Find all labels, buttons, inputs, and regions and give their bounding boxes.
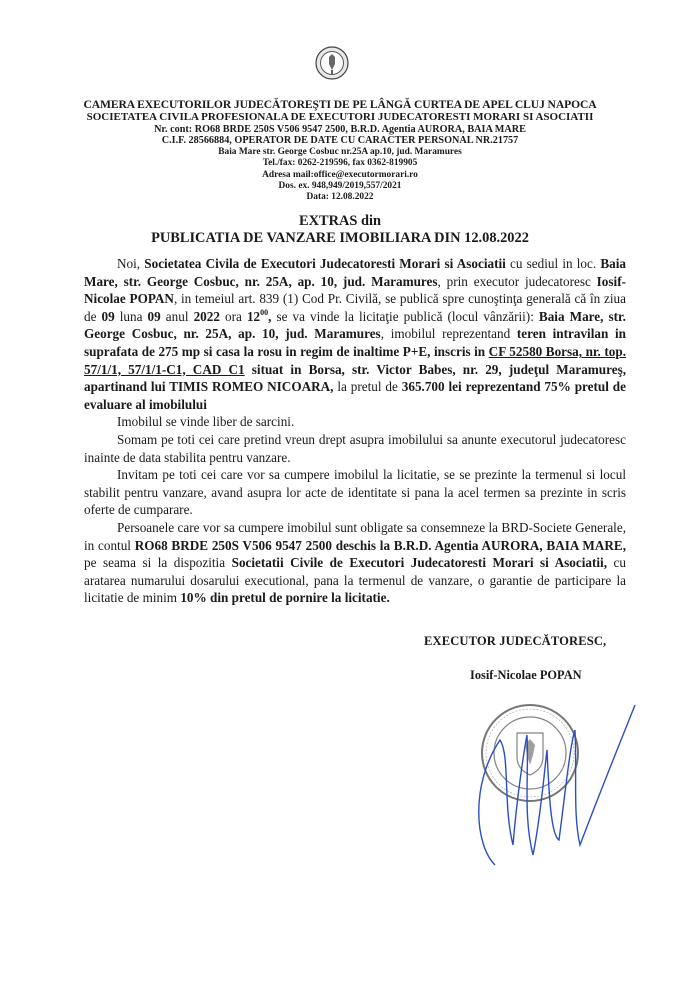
- letterhead: [60, 98, 620, 203]
- bank-account: Nr. cont: RO68 BRDE 250S V506 9547 2500, B.R.D. Agentia AURORA, BAIA MARE: [154, 123, 526, 135]
- stamp-and-signature-icon: [455, 695, 655, 875]
- cif-operator: C.I.F. 28566884, OPERATOR DE DATE CU CARACTER PERSONAL NR.21757: [161, 135, 519, 147]
- address: Baia Mare str. George Cosbuc nr.25A ap.10, jud. Maramures: [218, 147, 462, 158]
- company-name: SOCIETATEA CIVILA PROFESIONALA DE EXECUTORI JUDECATORESTI MORARI SI ASOCIATII: [86, 111, 594, 123]
- paragraph-announcement: Noi, Societatea Civila de Executori Judecatoresti Morari si Asociatii cu sediul in loc. Baia Mare, str. George Cosbuc, nr. 25A, ap. 10, jud. Maramures, prin executor judecatoresc Iosif-Nicolae POPAN, in temeiul art. 839 (1) Cod Pr. Civilă, se publică spre cunoştinţa generală că în ziua de 09 luna 09 anul 2022 ora $12^{00}$, se va vinde la licitaţie publică (locul vânzării): Baia Mare, str. George Cosbuc, nr. 25A, ap. 10, jud. Maramures, imobilul reprezentand teren intravilan in suprafata de 275 mp si casa la rosu in regim de inaltime P+E, inscris in CF 52580 Borsa, nr. top. 57/1/1, 57/1/1-C1, CAD C1 situat in Borsa, str. Victor Babes, nr. 29, judeţul Maramureş, apartinand lui TIMIS ROMEO NICOARA, la pretul de 365.700 lei reprezentand 75% pretul de evaluare al imobilului: [84, 256, 626, 412]
- dossier-number: Dos. ex. 948,949/2019,557/2021: [278, 180, 402, 191]
- email: Adresa mail:office@executormorari.ro: [262, 169, 418, 180]
- paragraph-guarantee: Persoanele care vor sa cumpere imobilul sunt obligate sa consemneze la BRD-Societe Generale, in contul RO68 BRDE 250S V506 9547 2500 deschis la B.R.D. Agentia AURORA, BAIA MARE, pe seama si la dispozitia Societatii Civile de Executori Judecatoresti Morari si Asociatii, cu aratarea numarului dosarului executional, pana la termenul de vanzare, o garantie de participare la licitatie de minim 10% din pretul de pornire la licitatie.: [84, 519, 626, 606]
- paragraph-invitation: Invitam pe toti cei care vor sa cumpere imobilul la licitatie, se se prezinte la termenul si locul stabilit pentru vanzare, avand asupra lor acte de identitate si pana la acel termen sa prezinte in scris oferte de cumparare.: [84, 467, 626, 518]
- title-extras: EXTRAS din: [299, 213, 381, 229]
- phone: Tel./fax: 0262-219596, fax 0362-819905: [262, 158, 418, 169]
- signature-name: Iosif-Nicolae POPAN: [470, 668, 582, 682]
- document-date: Data: 12.08.2022: [306, 191, 374, 202]
- stamp-icon: [482, 705, 578, 801]
- paragraph-summons: Somam pe toti cei care pretind vreun drept asupra imobilului sa anunte executorul judecatoresc inainte de data stabilita pentru vanzare.: [84, 431, 626, 465]
- signature-title: EXECUTOR JUDECĂTORESC,: [424, 634, 607, 648]
- chamber-name: CAMERA EXECUTORILOR JUDECĂTOREŞTI DE PE LÂNGĂ CURTEA DE APEL CLUJ NAPOCA: [83, 98, 597, 111]
- title-publication: PUBLICATIA DE VANZARE IMOBILIARA DIN 12.08.2022: [151, 230, 529, 246]
- paragraph-free-of-charges: Imobilul se vinde liber de sarcini.: [117, 414, 295, 430]
- chamber-logo-icon: [315, 46, 349, 80]
- document-body: [84, 255, 626, 607]
